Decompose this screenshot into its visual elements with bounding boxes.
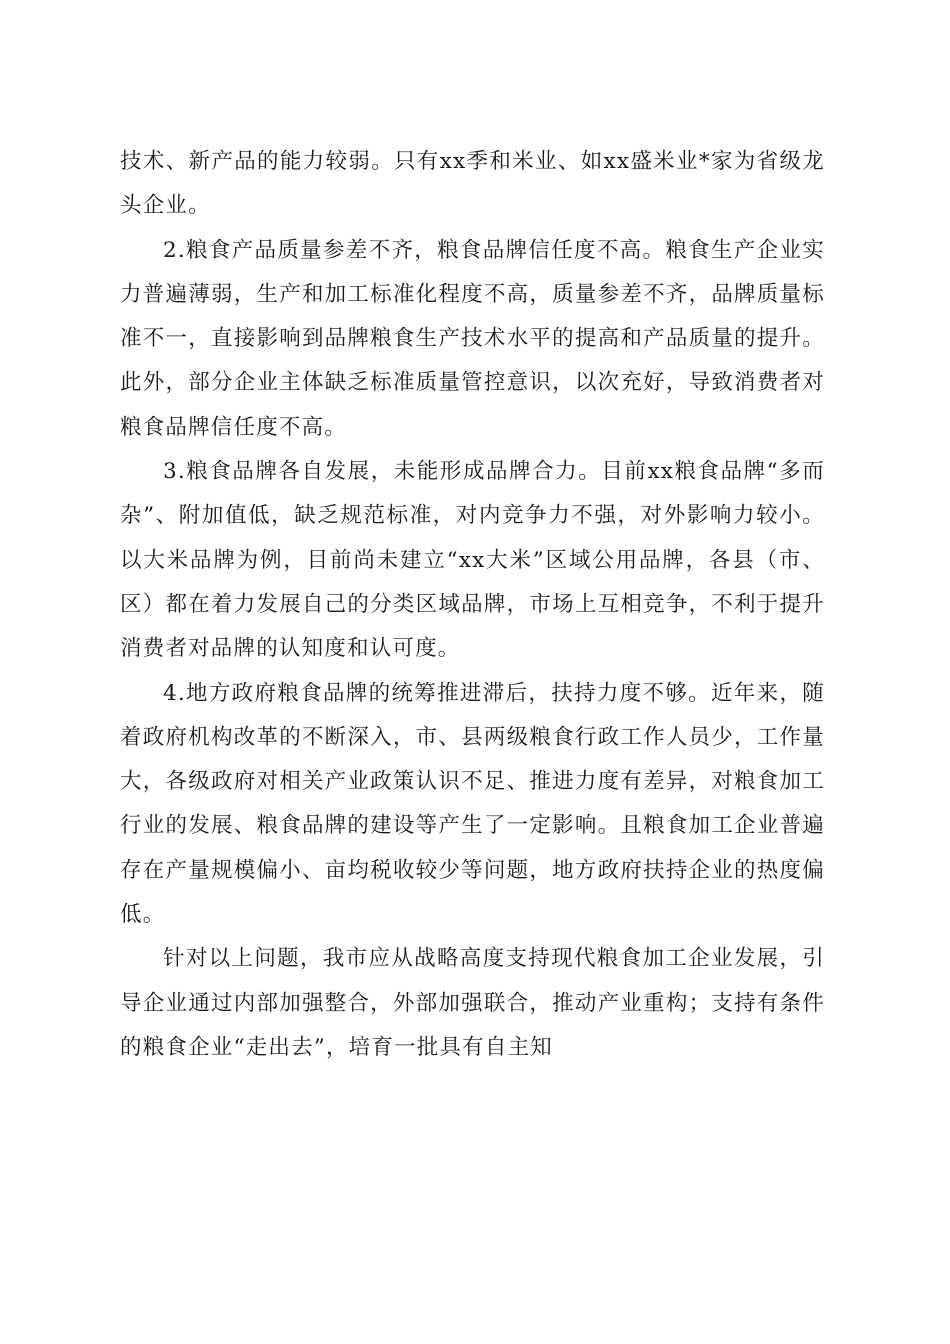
paragraph-conclusion: 针对以上问题，我市应从战略高度支持现代粮食加工企业发展，引导企业通过内部加强整合，外部加强联合，推动产业重构；支持有条件的粮食企业“走出去”，培育一批具有自主知 [120, 946, 825, 1060]
paragraph-item-2: 2.粮食产品质量参差不齐，粮食品牌信任度不高。粮食生产企业实力普遍薄弱，生产和加工标准化程度不高，质量参差不齐，品牌质量标准不一，直接影响到品牌粮食生产技术水平的提高和产品质量的提升。此外，部分企业主体缺乏标准质量管控意识，以次充好，导致消费者对粮食品牌信任度不高。 [120, 237, 825, 440]
document-body [120, 140, 825, 1070]
paragraph-item-3: 3.粮食品牌各自发展，未能形成品牌合力。目前xx粮食品牌“多而杂”、附加值低，缺乏规范标准，对内竞争力不强，对外影响力较小。以大米品牌为例，目前尚未建立“xx大米”区域公用品牌，各县（市、区）都在着力发展自己的分类区域品牌，市场上互相竞争，不利于提升消费者对品牌的认知度和认可度。 [120, 459, 825, 662]
paragraph-continuation: 技术、新产品的能力较弱。只有xx季和米业、如xx盛米业*家为省级龙头企业。 [120, 149, 825, 219]
paragraph-item-4: 4.地方政府粮食品牌的统筹推进滞后，扶持力度不够。近年来，随着政府机构改革的不断深入，市、县两级粮食行政工作人员少，工作量大，各级政府对相关产业政策认识不足、推进力度有差异，对粮食加工行业的发展、粮食品牌的建设等产生了一定影响。且粮食加工企业普遍存在产量规模偏小、亩均税收较少等问题，地方政府扶持企业的热度偏低。 [120, 680, 825, 928]
